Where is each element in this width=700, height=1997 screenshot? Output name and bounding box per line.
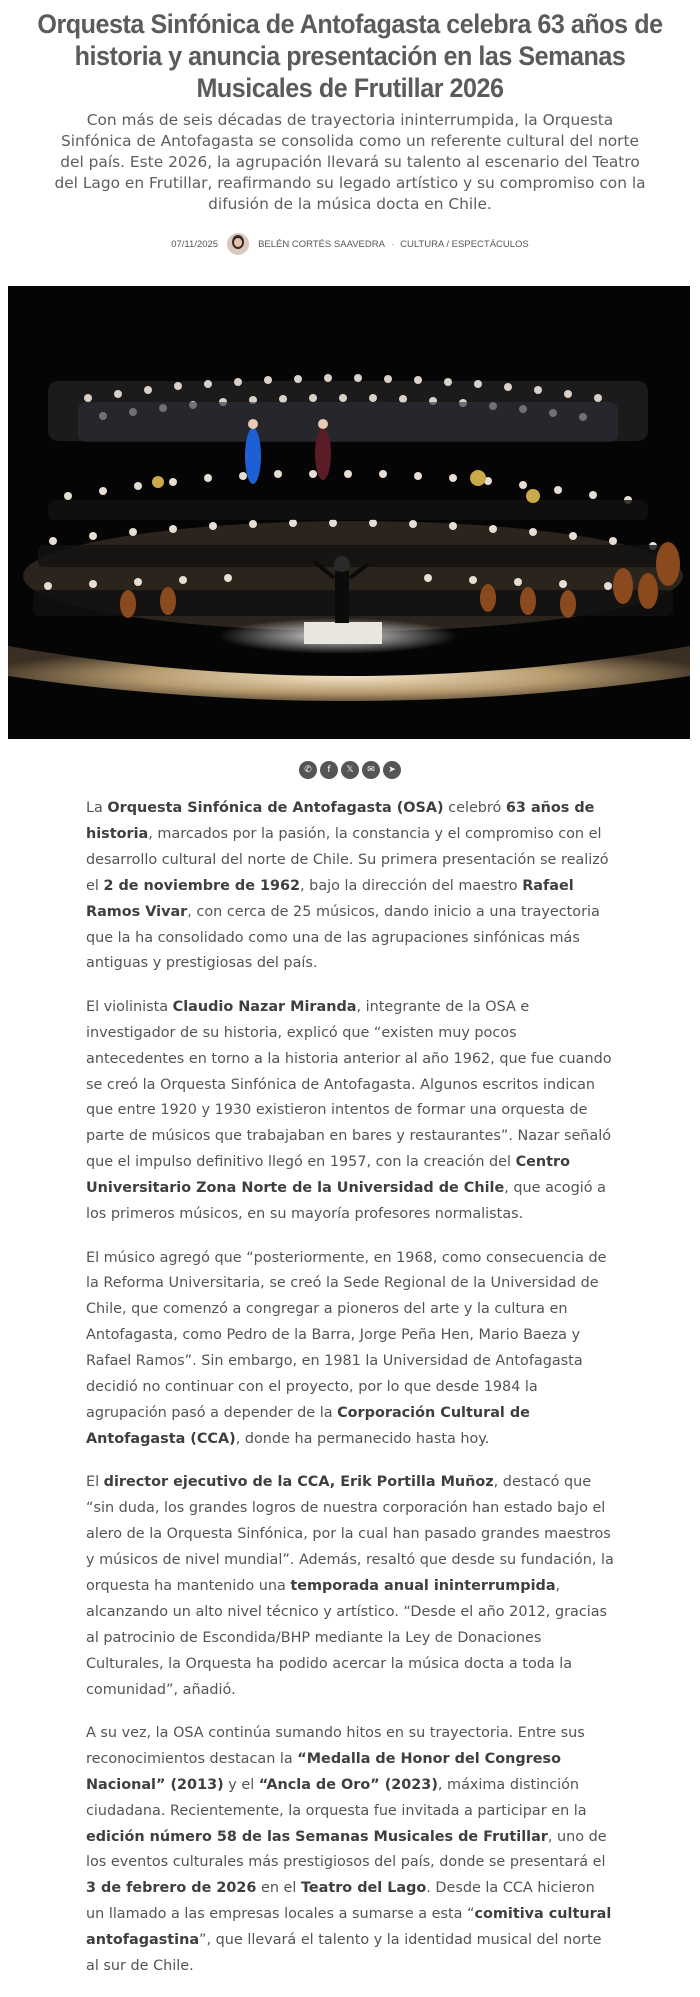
paragraph-text: , con cerca de 25 músicos, dando inicio a una trayectoria que la ha consolidado como una de las agrupaciones sinfónicas más antiguas y prestigiosas del país. — [86, 903, 600, 972]
emphasis-text: Centro Universitario Zona Norte de la Universidad de Chile — [86, 1154, 571, 1197]
emphasis-text: Orquesta Sinfónica de Antofagasta (OSA) — [107, 800, 444, 816]
paragraph-text: ”, que llevará el talento y la identidad musical del norte al sur de Chile. — [86, 1932, 602, 1975]
emphasis-text: Rafael Ramos Vivar — [86, 877, 574, 920]
emphasis-text: 3 de febrero de 2026 — [86, 1880, 257, 1897]
paragraph-text: , que acogió a los primeros músicos, en su mayoría profesores normalistas. — [86, 1180, 606, 1223]
article-paragraph — [86, 1721, 616, 1980]
article-paragraph — [86, 1470, 616, 1703]
paragraph-text: , integrante de la OSA e investigador de su historia, explicó que “existen muy pocos antecedentes en torno a la historia anterior al año 1962, que fue cuando se creó la Orquesta Sinfónica de Antofagasta. Algunos escritos indican que entre 1920 y 1930 existieron intentos de formar una orquesta de parte de músicos que trabajaban en bares y restaurantes”. Nazar señaló que el impulso definitivo llegó en 1957, con la creación del — [86, 998, 612, 1171]
article-title: Orquesta Sinfónica de Antofagasta celebra 63 años de historia y anuncia presentación en las Semanas Musicales de Frutillar 2026 — [37, 9, 663, 103]
paragraph-text: El — [86, 1474, 104, 1491]
emphasis-text: “Ancla de Oro” (2023) — [258, 1776, 438, 1793]
emphasis-text: comitiva cultural antofagastina — [86, 1906, 612, 1949]
emphasis-text: “Medalla de Honor del Congreso Nacional” (2013) — [86, 1750, 561, 1793]
article-meta — [0, 233, 700, 255]
paragraph-text: celebró — [443, 800, 506, 816]
article-body — [86, 796, 616, 1997]
emphasis-text: 63 años de historia — [86, 800, 595, 842]
orchestra-photo-graphic — [8, 286, 690, 739]
share-bar — [0, 761, 700, 779]
paragraph-text: , alcanzando un alto nivel técnico y artístico. “Desde el año 2012, gracias al patrocinio de Escondida/BHP mediante la Ley de Donaciones Culturales, la Orquesta ha podido acercar la música docta a toda la comunidad”, añadió. — [86, 1577, 608, 1698]
article-category[interactable]: CULTURA / ESPECTÁCULOS — [400, 238, 529, 250]
paragraph-text: El violinista — [86, 998, 173, 1015]
emphasis-text: edición número 58 de las Semanas Musicales de Frutillar — [86, 1828, 548, 1845]
paragraph-text: La — [86, 800, 108, 816]
paragraph-text: , uno de los eventos culturales más prestigiosos del país, donde se presentará el — [86, 1828, 607, 1871]
whatsapp-icon[interactable]: ✆ — [299, 761, 317, 779]
paragraph-text: en el — [256, 1880, 301, 1897]
emphasis-text: Teatro del Lago — [300, 1880, 427, 1897]
emphasis-text: Claudio Nazar Miranda — [172, 998, 357, 1015]
orchestra-photo — [8, 286, 690, 739]
paragraph-text: , donde ha permanecido hasta hoy. — [235, 1430, 490, 1447]
article-paragraph — [86, 995, 616, 1228]
paragraph-text: El músico agregó que “posteriormente, en 1968, como consecuencia de la Reforma Universitaria, se creó la Sede Regional de la Universidad de Chile, que comenzó a congregar a pioneros del arte y la cultura en Antofagasta, como Pedro de la Barra, Jorge Peña Hen, Mario Baeza y Rafael Ramos”. Sin embargo, en 1981 la Universidad de Antofagasta decidió no continuar con el proyecto, por lo que desde 1984 la agrupación pasó a depender de la — [86, 1249, 607, 1421]
paragraph-text: y el — [223, 1776, 259, 1793]
emphasis-text: director ejecutivo de la CCA, Erik Portilla Muñoz — [103, 1474, 494, 1491]
paragraph-text: , marcados por la pasión, la constancia y el compromiso con el desarrollo cultural del norte de Chile. Su primera presentación se realizó el — [86, 825, 609, 894]
telegram-icon[interactable]: ➤ — [383, 761, 401, 779]
meta-separator: · — [390, 238, 395, 250]
author-name[interactable]: BELÉN CORTÉS SAAVEDRA — [258, 238, 385, 250]
x-icon[interactable]: 𝕏 — [341, 761, 359, 779]
paragraph-text: , máxima distinción ciudadana. Recientemente, la orquesta fue invitada a participar en la — [86, 1776, 587, 1819]
article-date: 07/11/2025 — [171, 238, 219, 250]
email-icon[interactable]: ✉ — [362, 761, 380, 779]
paragraph-text: , bajo la dirección del maestro — [300, 877, 523, 894]
emphasis-text: temporada anual ininterrumpida — [290, 1577, 556, 1594]
author-avatar — [227, 233, 249, 255]
paragraph-text: A su vez, la OSA continúa sumando hitos en su trayectoria. Entre sus reconocimientos destacan la — [86, 1724, 585, 1767]
paragraph-text: . Desde la CCA hicieron un llamado a las empresas locales a sumarse a esta “ — [86, 1880, 595, 1923]
emphasis-text: Corporación Cultural de Antofagasta (CCA) — [86, 1404, 530, 1447]
paragraph-text: , destacó que “sin duda, los grandes logros de nuestra corporación han estado bajo el alero de la Orquesta Sinfónica, por la cual han pasado grandes maestros y músicos de nivel mundial”. Además, resaltó que desde su fundación, la orquesta ha mantenido una — [86, 1474, 614, 1594]
article-paragraph — [86, 1246, 616, 1453]
article-paragraph — [86, 796, 616, 977]
facebook-icon[interactable]: f — [320, 761, 338, 779]
article-lead: Con más de seis décadas de trayectoria ininterrumpida, la Orquesta Sinfónica de Antofagasta se consolida como un referente cultural del norte del país. Este 2026, la agrupación llevará su talento al escenario del Teatro del Lago en Frutillar, reafirmando su legado artístico y su compromiso con la difusión de la música docta en Chile. — [54, 111, 646, 213]
emphasis-text: 2 de noviembre de 1962 — [103, 877, 301, 894]
